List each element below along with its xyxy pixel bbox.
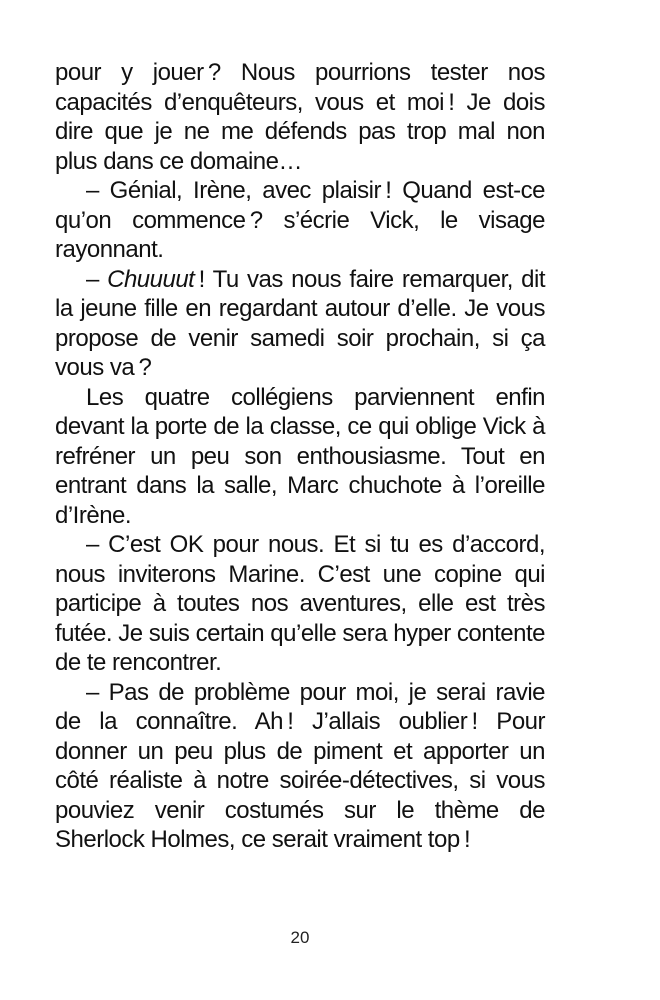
paragraph-5 <box>55 530 545 678</box>
paragraph-3 <box>55 265 545 383</box>
paragraph-text: Les quatre collégiens parviennent enfin devant la porte de la classe, ce qui oblige Vick à refréner un peu son enthousiasme. Tout en entrant dans la salle, Marc chuchote à l’oreille d’Irène. <box>55 383 545 529</box>
dialogue-dash: – <box>86 265 108 293</box>
paragraph-2 <box>55 176 545 265</box>
paragraph-text: – Génial, Irène, avec plaisir ! Quand est-ce qu’on commence ? s’écrie Vick, le visage rayonnant. <box>55 177 545 263</box>
italic-exclamation: Chuuuut <box>107 265 195 293</box>
paragraph-text: ! Tu vas nous faire remarquer, dit la jeune fille en regardant autour d’elle. Je vous propose de venir samedi soir prochain, si ça vous va ? <box>55 265 546 381</box>
page-number: 20 <box>290 928 310 947</box>
paragraph-1 <box>55 58 545 176</box>
book-page-text <box>55 58 545 855</box>
paragraph-6 <box>55 678 545 855</box>
paragraph-text: – C’est OK pour nous. Et si tu es d’accord, nous inviterons Marine. C’est une copine qui participe à toutes nos aventures, elle est très futée. Je suis certain qu’elle sera hyper contente de te rencontrer. <box>55 531 545 676</box>
paragraph-text: pour y jouer ? Nous pourrions tester nos capacités d’enquêteurs, vous et moi ! Je dois dire que je ne me défends pas trop mal non plus dans ce domaine… <box>55 59 545 175</box>
paragraph-4 <box>55 383 545 531</box>
paragraph-text: – Pas de problème pour moi, je serai ravie de la connaître. Ah ! J’allais oublier ! Pour donner un peu plus de piment et apporter un côté réaliste à notre soirée-détectives, si vous pouviez venir costumés sur le thème de Sherlock Holmes, ce serait vraiment top ! <box>55 678 545 853</box>
